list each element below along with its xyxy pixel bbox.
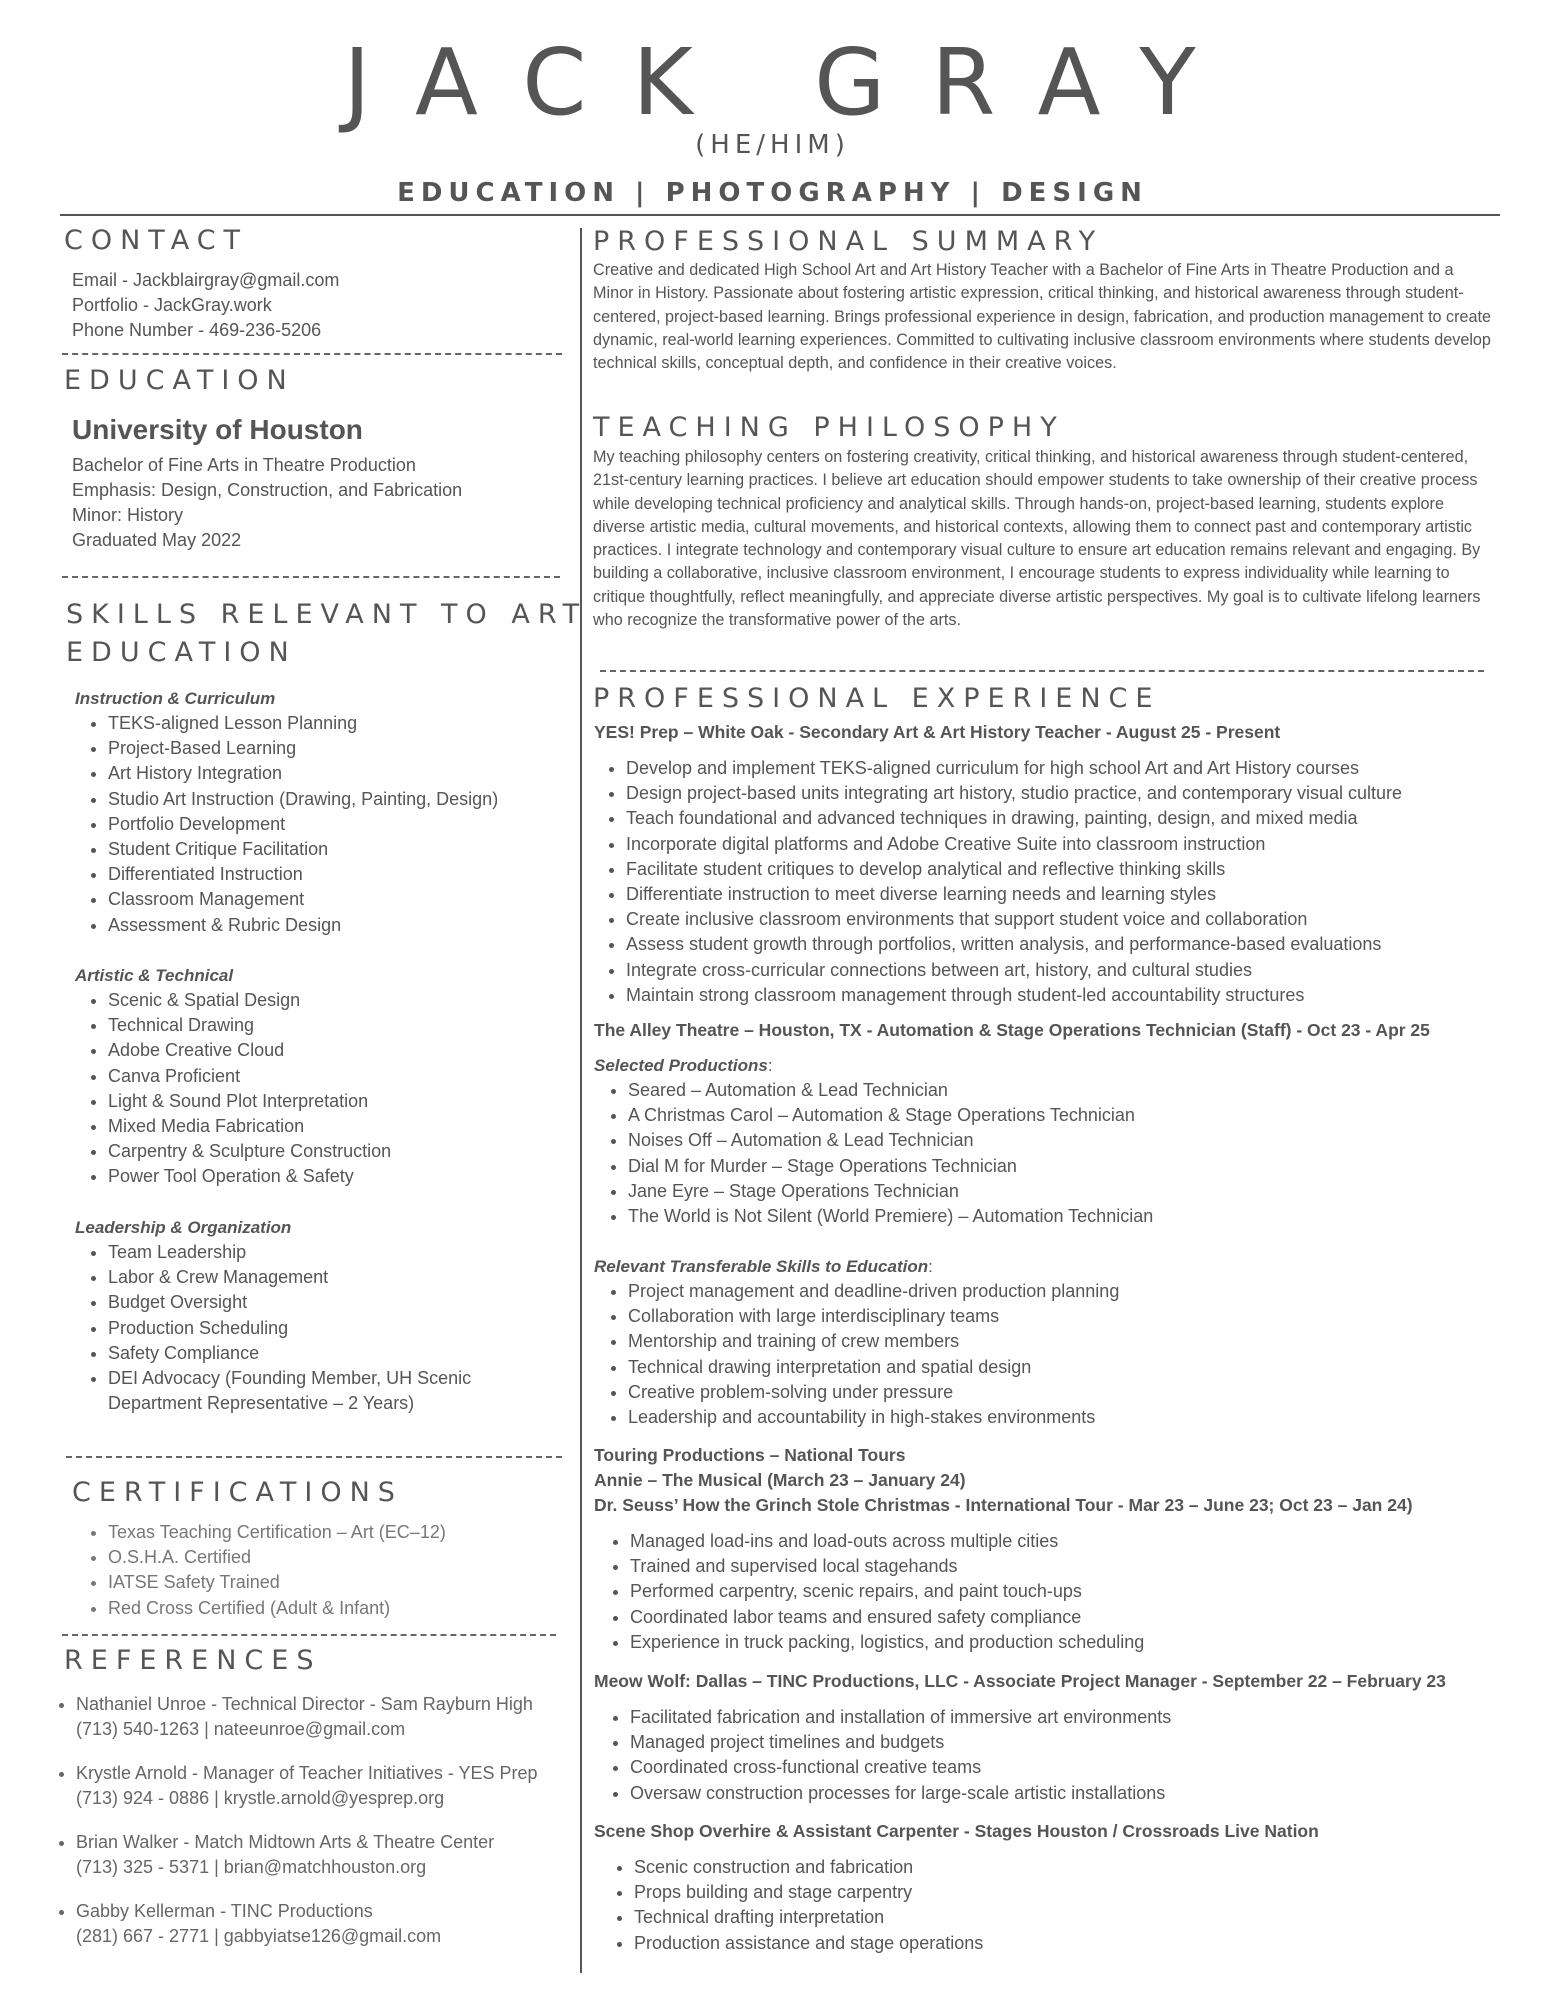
list-item: • Dial M for Murder – Stage Operations Technician bbox=[628, 1154, 1508, 1179]
list-item: • Red Cross Certified (Adult & Infant) bbox=[108, 1596, 588, 1621]
divider bbox=[62, 1634, 556, 1636]
list-item: • Trained and supervised local stagehands bbox=[630, 1554, 1510, 1579]
list-item: • Art History Integration bbox=[108, 761, 598, 786]
school-name: University of Houston bbox=[72, 414, 363, 445]
list-item: • Leadership and accountability in high-stakes environments bbox=[628, 1405, 1508, 1430]
job-title: Scene Shop Overhire & Assistant Carpenter - Stages Houston / Crossroads Live Nation bbox=[594, 1821, 1319, 1841]
job-title: Annie – The Musical (March 23 – January 24) bbox=[594, 1470, 966, 1490]
list-item: • Adobe Creative Cloud bbox=[108, 1038, 598, 1063]
certifications-list bbox=[78, 1520, 588, 1621]
contact-phone: Phone Number - 469-236-5206 bbox=[72, 320, 322, 340]
productions-list bbox=[598, 1078, 1508, 1229]
list-item: • Power Tool Operation & Safety bbox=[108, 1164, 598, 1189]
resume-name: JACK GRAY bbox=[343, 29, 1242, 136]
list-item: • IATSE Safety Trained bbox=[108, 1570, 588, 1595]
list-item: • Canva Proficient bbox=[108, 1064, 598, 1089]
list-item: • Teach foundational and advanced techniques in drawing, painting, design, and mixed media bbox=[626, 806, 1526, 831]
philosophy-heading: TEACHING PHILOSOPHY bbox=[593, 412, 1065, 443]
skills-group-title: Instruction & Curriculum bbox=[75, 689, 276, 708]
list-item: • Noises Off – Automation & Lead Technician bbox=[628, 1128, 1508, 1153]
job-title: Dr. Seuss’ How the Grinch Stole Christmas - International Tour - Mar 23 – June 23; Oct 23 – Jan 24) bbox=[594, 1495, 1413, 1515]
list-item: • Project-Based Learning bbox=[108, 736, 598, 761]
graduated: Graduated May 2022 bbox=[72, 530, 242, 550]
list-item: • Technical Drawing bbox=[108, 1013, 598, 1038]
tagline: EDUCATION | PHOTOGRAPHY | DESIGN bbox=[397, 178, 1148, 208]
job-title: YES! Prep – White Oak - Secondary Art & Art History Teacher - August 25 - Present bbox=[594, 722, 1281, 742]
reference-item: • Nathaniel Unroe - Technical Director - Sam Rayburn High (713) 540-1263 | nateeunroe@gmail.com bbox=[76, 1692, 596, 1742]
skills-list-instruction bbox=[78, 711, 598, 938]
list-item: • Texas Teaching Certification – Art (EC–12) bbox=[108, 1520, 588, 1545]
job-title: The Alley Theatre – Houston, TX - Automation & Stage Operations Technician (Staff) - Oct 23 - Apr 25 bbox=[594, 1020, 1430, 1040]
list-item: • Performed carpentry, scenic repairs, and paint touch-ups bbox=[630, 1579, 1510, 1604]
job-title: Meow Wolf: Dallas – TINC Productions, LLC - Associate Project Manager - September 22 – February 23 bbox=[594, 1671, 1446, 1691]
list-item: • Design project-based units integrating art history, studio practice, and contemporary visual culture bbox=[626, 781, 1526, 806]
list-item: • Props building and stage carpentry bbox=[634, 1880, 1514, 1905]
skills-list-artistic bbox=[78, 988, 598, 1190]
contact-email: Email - Jackblairgray@gmail.com bbox=[72, 270, 340, 290]
job-title: Touring Productions – National Tours bbox=[594, 1445, 906, 1465]
skills-group-title: Artistic & Technical bbox=[75, 966, 234, 985]
job-duties-list bbox=[600, 1529, 1510, 1655]
emphasis: Emphasis: Design, Construction, and Fabrication bbox=[72, 480, 463, 500]
job-duties-list bbox=[604, 1855, 1514, 1956]
list-item: • Differentiate instruction to meet diverse learning needs and learning styles bbox=[626, 882, 1526, 907]
list-item: • Managed project timelines and budgets bbox=[630, 1730, 1510, 1755]
list-item: • Portfolio Development bbox=[108, 812, 598, 837]
list-item: • Production assistance and stage operations bbox=[634, 1931, 1514, 1956]
list-item: • Incorporate digital platforms and Adobe Creative Suite into classroom instruction bbox=[626, 832, 1526, 857]
skills-group-title: Leadership & Organization bbox=[75, 1218, 292, 1237]
skills-heading-line1: SKILLS RELEVANT TO ART bbox=[66, 599, 588, 630]
references-heading: REFERENCES bbox=[64, 1645, 322, 1676]
divider bbox=[66, 1456, 562, 1458]
list-item: • Technical drawing interpretation and spatial design bbox=[628, 1355, 1508, 1380]
list-item: • Project management and deadline-driven production planning bbox=[628, 1279, 1508, 1304]
list-item: • Safety Compliance bbox=[108, 1341, 528, 1366]
list-item: • Differentiated Instruction bbox=[108, 862, 598, 887]
education-heading: EDUCATION bbox=[64, 365, 295, 396]
contact-portfolio: Portfolio - JackGray.work bbox=[72, 295, 272, 315]
list-item: • Production Scheduling bbox=[108, 1316, 528, 1341]
list-item: • DEI Advocacy (Founding Member, UH Scenic Department Representative – 2 Years) bbox=[108, 1366, 528, 1416]
list-item: • A Christmas Carol – Automation & Stage Operations Technician bbox=[628, 1103, 1508, 1128]
list-item: • Student Critique Facilitation bbox=[108, 837, 598, 862]
skills-heading-line2: EDUCATION bbox=[66, 637, 297, 668]
skills-list-leadership bbox=[78, 1240, 528, 1416]
list-item: • Team Leadership bbox=[108, 1240, 528, 1265]
header-divider bbox=[60, 214, 1500, 216]
list-item: • Assess student growth through portfolios, written analysis, and performance-based evaluations bbox=[626, 932, 1526, 957]
list-item: • Coordinated labor teams and ensured safety compliance bbox=[630, 1605, 1510, 1630]
job-duties-list bbox=[600, 1705, 1510, 1806]
list-item: • Scenic & Spatial Design bbox=[108, 988, 598, 1013]
subsection-label: Selected Productions: bbox=[594, 1056, 773, 1075]
reference-item: • Krystle Arnold - Manager of Teacher Initiatives - YES Prep (713) 924 - 0886 | krystle.arnold@yesprep.org bbox=[76, 1761, 596, 1811]
reference-item: • Gabby Kellerman - TINC Productions (281) 667 - 2771 | gabbyiatse126@gmail.com bbox=[76, 1899, 596, 1949]
subsection-label: Relevant Transferable Skills to Education: bbox=[594, 1257, 933, 1276]
divider bbox=[600, 670, 1484, 672]
list-item: • Light & Sound Plot Interpretation bbox=[108, 1089, 598, 1114]
reference-item: • Brian Walker - Match Midtown Arts & Theatre Center (713) 325 - 5371 | brian@matchhouston.org bbox=[76, 1830, 596, 1880]
philosophy-text: My teaching philosophy centers on fostering creativity, critical thinking, and historical awareness through student-centered, 21st-century learning practices. I believe art education should empower students to take ownership of their creative process while developing technical proficiency and analytical skills. Through hands-on, project-based learning, students explore diverse artistic media, cultural movements, and historical contexts, allowing them to connect past and contemporary artistic practices. I integrate technology and contemporary visual culture to ensure art education remains relevant and engaging. By building a collaborative, inclusive classroom environment, I encourage students to express individuality while learning to critique thoughtfully, reflect meaningfully, and appreciate diverse artistic perspectives. My goal is to cultivate lifelong learners who recognize the transformative power of the arts. bbox=[593, 448, 1481, 630]
experience-heading: PROFESSIONAL EXPERIENCE bbox=[593, 683, 1161, 714]
minor: Minor: History bbox=[72, 505, 184, 525]
list-item: • O.S.H.A. Certified bbox=[108, 1545, 588, 1570]
list-item: • Facilitate student critiques to develop analytical and reflective thinking skills bbox=[626, 857, 1526, 882]
list-item: • Integrate cross-curricular connections between art, history, and cultural studies bbox=[626, 958, 1526, 983]
list-item: • Mixed Media Fabrication bbox=[108, 1114, 598, 1139]
list-item: • Mentorship and training of crew members bbox=[628, 1329, 1508, 1354]
divider bbox=[62, 576, 560, 578]
list-item: • Managed load-ins and load-outs across multiple cities bbox=[630, 1529, 1510, 1554]
list-item: • Develop and implement TEKS-aligned curriculum for high school Art and Art History courses bbox=[626, 756, 1526, 781]
degree: Bachelor of Fine Arts in Theatre Production bbox=[72, 455, 416, 475]
list-item: • The World is Not Silent (World Premiere) – Automation Technician bbox=[628, 1204, 1508, 1229]
list-item: • Classroom Management bbox=[108, 887, 598, 912]
list-item: • Jane Eyre – Stage Operations Technician bbox=[628, 1179, 1508, 1204]
list-item: • Studio Art Instruction (Drawing, Painting, Design) bbox=[108, 787, 598, 812]
contact-heading: CONTACT bbox=[64, 225, 249, 256]
list-item: • Oversaw construction processes for large-scale artistic installations bbox=[630, 1781, 1510, 1806]
pronouns: (HE/HIM) bbox=[695, 130, 850, 160]
list-item: • Labor & Crew Management bbox=[108, 1265, 528, 1290]
list-item: • Create inclusive classroom environments that support student voice and collaboration bbox=[626, 907, 1526, 932]
list-item: • Budget Oversight bbox=[108, 1290, 528, 1315]
transferable-skills-list bbox=[598, 1279, 1508, 1430]
list-item: • Coordinated cross-functional creative teams bbox=[630, 1755, 1510, 1780]
list-item: • Assessment & Rubric Design bbox=[108, 913, 598, 938]
job-duties-list bbox=[596, 756, 1526, 1008]
certifications-heading: CERTIFICATIONS bbox=[72, 1477, 403, 1508]
list-item: • Creative problem-solving under pressure bbox=[628, 1380, 1508, 1405]
list-item: • Experience in truck packing, logistics, and production scheduling bbox=[630, 1630, 1510, 1655]
list-item: • Facilitated fabrication and installation of immersive art environments bbox=[630, 1705, 1510, 1730]
list-item: • Carpentry & Sculpture Construction bbox=[108, 1139, 598, 1164]
references-list bbox=[58, 1692, 596, 1968]
list-item: • Seared – Automation & Lead Technician bbox=[628, 1078, 1508, 1103]
summary-text: Creative and dedicated High School Art and Art History Teacher with a Bachelor of Fine Arts in Theatre Production and a Minor in History. Passionate about fostering artistic expression, critical thinking, and historical awareness through student-centered, project-based learning. Brings professional experience in design, fabrication, and production management to create dynamic, real-world learning experiences. Committed to cultivating inclusive classroom environments where students develop technical skills, conceptual depth, and confidence in their creative voices. bbox=[593, 261, 1492, 373]
summary-heading: PROFESSIONAL SUMMARY bbox=[593, 226, 1104, 257]
list-item: • TEKS-aligned Lesson Planning bbox=[108, 711, 598, 736]
list-item: • Collaboration with large interdisciplinary teams bbox=[628, 1304, 1508, 1329]
divider bbox=[62, 353, 562, 355]
list-item: • Technical drafting interpretation bbox=[634, 1905, 1514, 1930]
list-item: • Scenic construction and fabrication bbox=[634, 1855, 1514, 1880]
list-item: • Maintain strong classroom management through student-led accountability structures bbox=[626, 983, 1526, 1008]
